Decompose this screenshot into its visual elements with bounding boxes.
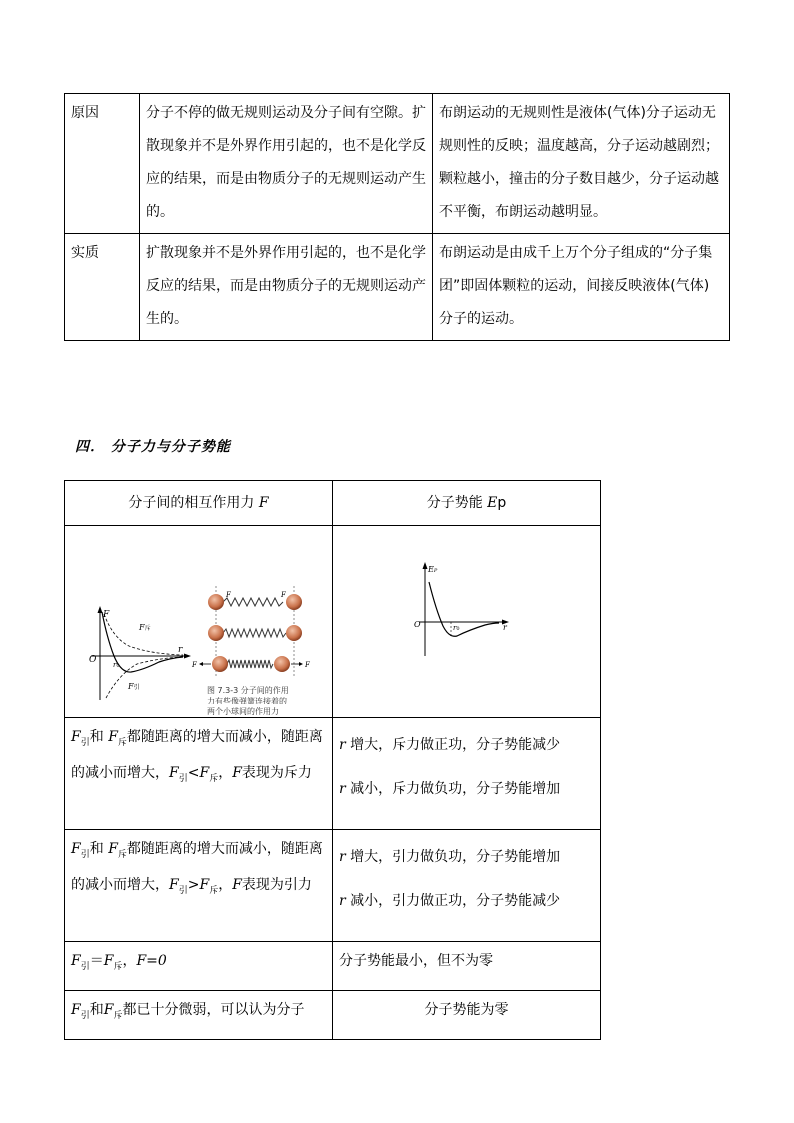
header-force: 分子间的相互作用力 F bbox=[65, 481, 333, 526]
brownian-cause-cell: 布朗运动的无规则性是液体(气体)分子运动无规则性的反映；温度越高，分子运动越剧烈；颗粒越小，撞击的分子数目越少，分子运动越不平衡，布朗运动越明显。 bbox=[433, 94, 730, 234]
section-heading: 四． 分子力与分子势能 bbox=[75, 439, 231, 455]
energy-far-cell: 分子势能为零 bbox=[333, 991, 601, 1040]
table-row-equilibrium bbox=[65, 942, 601, 991]
svg-text:F: F bbox=[192, 661, 197, 669]
ep-axis-r-label: r bbox=[503, 623, 507, 632]
row-label-essence: 实质 bbox=[65, 234, 140, 341]
svg-text:F: F bbox=[226, 591, 231, 599]
energy-repulsive-cell: r 增大，斥力做正功，分子势能减少 r 减小，斥力做负功，分子势能增加 bbox=[333, 718, 601, 830]
repulsive-curve bbox=[104, 614, 183, 655]
figure-row bbox=[65, 526, 601, 718]
svg-text:F: F bbox=[281, 591, 286, 599]
ep-axis-label: EP bbox=[428, 565, 438, 574]
ep-r0-label: r0 bbox=[453, 624, 460, 632]
ep-curve bbox=[429, 582, 499, 636]
force-graph bbox=[71, 526, 326, 704]
row-label-cause: 原因 bbox=[65, 94, 140, 234]
f-axis-r-label: r bbox=[178, 645, 183, 655]
energy-graph bbox=[339, 526, 594, 704]
table-row-essence bbox=[65, 234, 730, 341]
brownian-essence-cell: 布朗运动是由成千上万个分子组成的“分子集团”即固体颗粒的运动，间接反映液体(气体)分子的运动。 bbox=[433, 234, 730, 341]
spring-illustration bbox=[191, 586, 311, 676]
table-row-repulsive bbox=[65, 718, 601, 830]
molecular-force-table bbox=[64, 480, 601, 1040]
energy-equilibrium-cell: 分子势能最小，但不为零 bbox=[333, 942, 601, 991]
force-equilibrium-cell: $F_引=F_斥$，F=0 bbox=[65, 942, 333, 991]
energy-attractive-cell: r 增大，引力做负功，分子势能增加 r 减小，引力做正功，分子势能减少 bbox=[333, 830, 601, 942]
svg-text:F: F bbox=[305, 661, 310, 669]
header-energy: 分子势能 Ep bbox=[333, 481, 601, 526]
rep-curve-label: F斥 bbox=[139, 623, 151, 632]
r0-label: r0 bbox=[113, 661, 120, 669]
table-row-far bbox=[65, 991, 601, 1040]
f-axis-y-arrow bbox=[98, 606, 103, 613]
f-origin-label: O bbox=[89, 655, 97, 665]
figure-caption-3: 两个小球间的作用力 bbox=[207, 707, 279, 716]
energy-figure-cell bbox=[333, 526, 601, 718]
f-axis-x-arrow bbox=[184, 654, 191, 659]
f-axis-label: F bbox=[103, 610, 110, 620]
force-far-cell: $F_引$和$F_斥$都已十分微弱，可以认为分子 bbox=[65, 991, 333, 1040]
ep-origin-label: O bbox=[414, 620, 421, 629]
force-repulsive-cell: $F_引$和 $F_斥$都随距离的增大而减小，随距离的减小而增大，$F_引<F_斥$，F表现为斥力 bbox=[65, 718, 333, 830]
diffusion-cause-cell: 分子不停的做无规则运动及分子间有空隙。扩散现象并不是外界作用引起的，也不是化学反应的结果，而是由物质分子的无规则运动产生的。 bbox=[140, 94, 433, 234]
figure-caption-1: 图 7.3-3 分子间的作用 bbox=[207, 686, 289, 695]
comparison-table bbox=[64, 93, 730, 341]
attr-curve-label: F引 bbox=[128, 682, 140, 691]
table-row-attractive bbox=[65, 830, 601, 942]
diffusion-essence-cell: 扩散现象并不是外界作用引起的，也不是化学反应的结果，而是由物质分子的无规则运动产生的。 bbox=[140, 234, 433, 341]
table-header-row bbox=[65, 481, 601, 526]
force-attractive-cell: $F_引$和 $F_斥$都随距离的增大而减小，随距离的减小而增大，$F_引>F_斥$，F表现为引力 bbox=[65, 830, 333, 942]
force-figure-cell bbox=[65, 526, 333, 718]
figure-caption-2: 力有些像弹簧连接着的 bbox=[207, 697, 287, 704]
table-row-cause bbox=[65, 94, 730, 234]
